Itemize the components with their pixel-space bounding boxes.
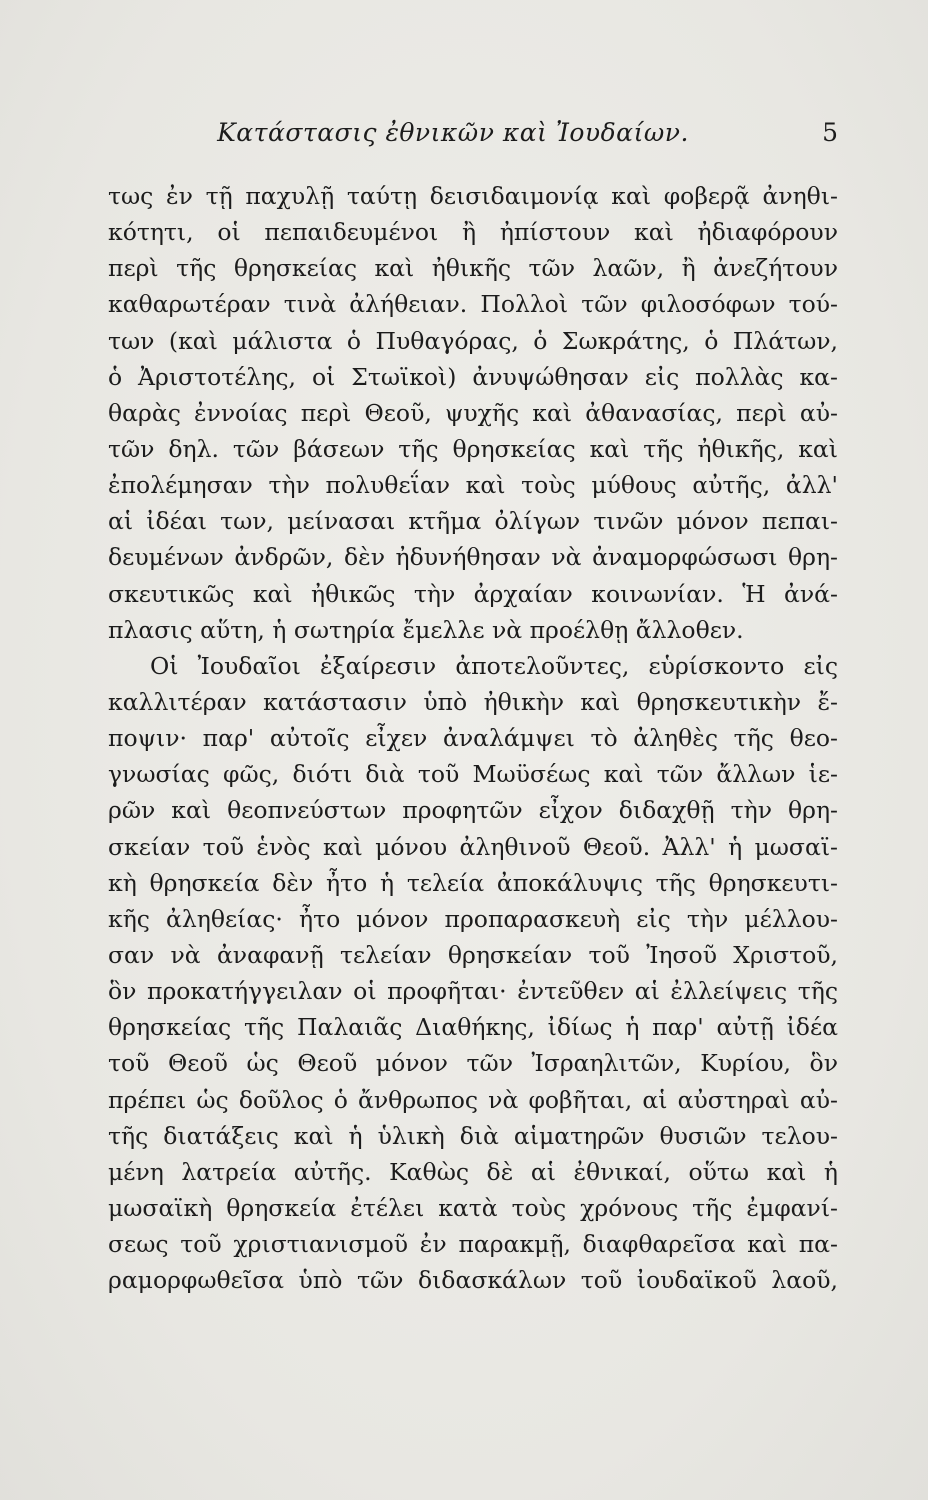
text-line: σεως τοῦ χριστιανισμοῦ ἐν παρακμῇ, διαφθαρεῖσα καὶ πα- <box>108 1230 838 1259</box>
text-line: σκείαν τοῦ ἑνὸς καὶ μόνου ἀληθινοῦ Θεοῦ. Ἀλλ' ἡ μωσαϊ- <box>108 832 838 861</box>
text-line: κῆς ἀληθείας· ἦτο μόνον προπαρασκευὴ εἰς τὴν μέλλου- <box>108 904 838 933</box>
text-line: καλλιτέραν κατάστασιν ὑπὸ ἠθικὴν καὶ θρησκευτικὴν ἔ- <box>108 687 838 716</box>
text-line: αἱ ἰδέαι των, μείνασαι κτῆμα ὀλίγων τινῶν μόνον πεπαι- <box>108 507 838 536</box>
text-line: ραμορφωθεῖσα ὑπὸ τῶν διδασκάλων τοῦ ἰουδαϊκοῦ λαοῦ, <box>108 1266 838 1295</box>
text-line: πρέπει ὡς δοῦλος ὁ ἄνθρωπος νὰ φοβῆται, αἱ αὐστηραὶ αὐ- <box>108 1085 838 1114</box>
text-line: πλασις αὕτη, ἡ σωτηρία ἔμελλε νὰ προέλθῃ ἄλλοθεν. <box>108 615 744 644</box>
text-line: κότητι, οἱ πεπαιδευμένοι ἢ ἠπίστουν καὶ ἠδιαφόρουν <box>108 218 838 247</box>
text-line: των (καὶ μάλιστα ὁ Πυθαγόρας, ὁ Σωκράτης, ὁ Πλάτων, <box>108 326 838 355</box>
text-line: δευμένων ἀνδρῶν, δὲν ἠδυνήθησαν νὰ ἀναμορφώσωσι θρη- <box>108 543 838 572</box>
text-line: τῆς διατάξεις καὶ ἡ ὑλικὴ διὰ αἱματηρῶν θυσιῶν τελου- <box>108 1121 838 1150</box>
text-line: ὃν προκατήγγειλαν οἱ προφῆται· ἐντεῦθεν αἱ ἐλλείψεις τῆς <box>108 977 838 1006</box>
text-line: ὁ Ἀριστοτέλης, οἱ Στωϊκοὶ) ἀνυψώθησαν εἰς πολλὰς κα- <box>108 362 838 391</box>
paragraph-first-line: Οἱ Ἰουδαῖοι ἐξαίρεσιν ἀποτελοῦντες, εὑρίσκοντο εἰς <box>150 651 838 680</box>
text-line: θρησκείας τῆς Παλαιᾶς Διαθήκης, ἰδίως ἡ παρ' αὐτῇ ἰδέα <box>108 1013 838 1042</box>
text-line: θαρὰς ἐννοίας περὶ Θεοῦ, ψυχῆς καὶ ἀθανασίας, περὶ αὐ- <box>108 398 838 427</box>
text-line: ἐπολέμησαν τὴν πολυθεΐαν καὶ τοὺς μύθους αὐτῆς, ἀλλ' <box>108 471 838 500</box>
text-line: μωσαϊκὴ θρησκεία ἐτέλει κατὰ τοὺς χρόνους τῆς ἐμφανί- <box>108 1193 838 1222</box>
text-line: τως ἐν τῇ παχυλῇ ταύτῃ δεισιδαιμονίᾳ καὶ φοβερᾷ ἀνηθι- <box>108 182 838 210</box>
text-line: κὴ θρησκεία δὲν ἦτο ἡ τελεία ἀποκάλυψις τῆς θρησκευτι- <box>108 868 838 897</box>
running-head <box>108 118 838 158</box>
text-line: τοῦ Θεοῦ ὡς Θεοῦ μόνον τῶν Ἰσραηλιτῶν, Κυρίου, ὃν <box>108 1049 838 1078</box>
text-line: σκευτικῶς καὶ ἠθικῶς τὴν ἀρχαίαν κοινωνίαν. Ἡ ἀνά- <box>108 579 838 608</box>
text-line: μένη λατρεία αὐτῆς. Καθὼς δὲ αἱ ἐθνικαί, οὕτω καὶ ἡ <box>108 1157 838 1186</box>
text-line: περὶ τῆς θρησκείας καὶ ἠθικῆς τῶν λαῶν, ἢ ἀνεζήτουν <box>108 254 838 283</box>
text-line: ρῶν καὶ θεοπνεύστων προφητῶν εἶχον διδαχθῇ τὴν θρη- <box>108 796 838 825</box>
running-title: Κατάστασις ἐθνικῶν καὶ Ἰουδαίων. <box>217 118 689 147</box>
body-text <box>108 178 838 1298</box>
text-line: γνωσίας φῶς, διότι διὰ τοῦ Μωϋσέως καὶ τῶν ἄλλων ἱε- <box>108 760 838 789</box>
text-line: ποψιν· παρ' αὐτοῖς εἶχεν ἀναλάμψει τὸ ἀληθὲς τῆς θεο- <box>108 724 838 753</box>
text-line: τῶν δηλ. τῶν βάσεων τῆς θρησκείας καὶ τῆς ἠθικῆς, καὶ <box>108 434 838 463</box>
text-line: καθαρωτέραν τινὰ ἀλήθειαν. Πολλοὶ τῶν φιλοσόφων τού- <box>108 290 838 319</box>
page-number: 5 <box>822 118 838 147</box>
text-line: σαν νὰ ἀναφανῇ τελείαν θρησκείαν τοῦ Ἰησοῦ Χριστοῦ, <box>108 940 838 969</box>
